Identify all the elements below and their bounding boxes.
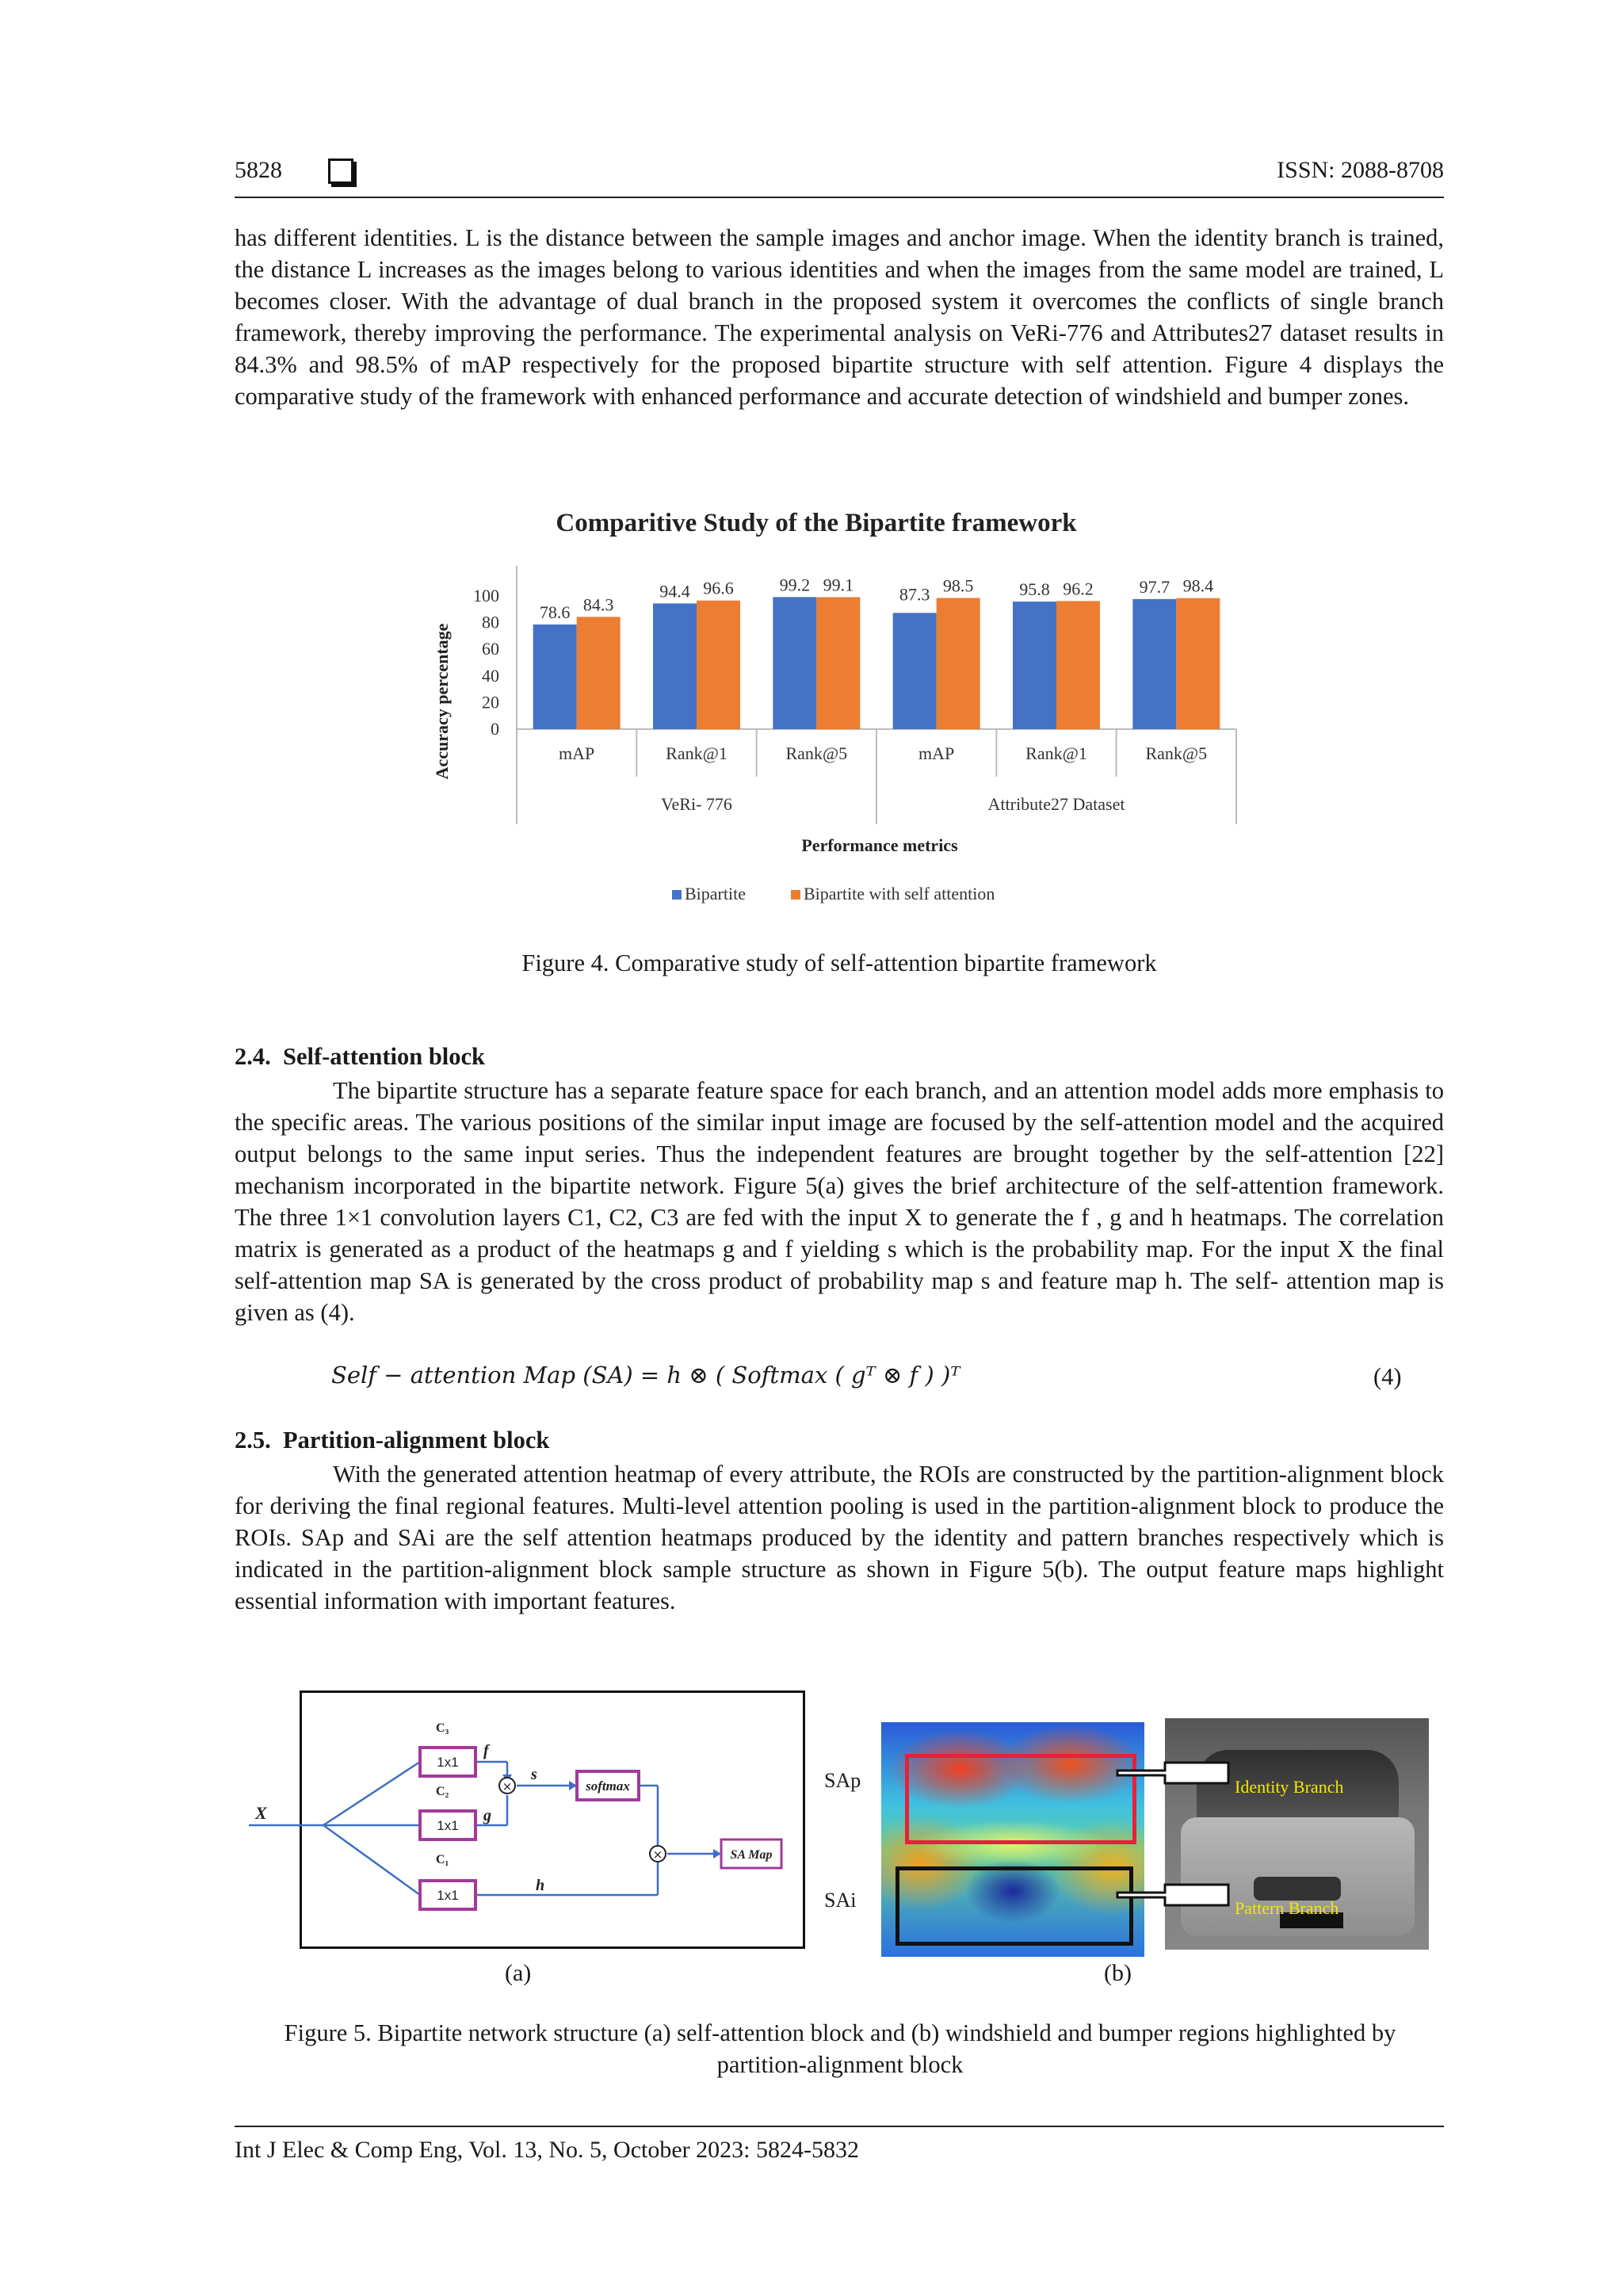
subfigure-b-label: (b) (1104, 1960, 1132, 1986)
data-label: 99.2 (779, 575, 811, 595)
subfigure-a-label: (a) (505, 1960, 532, 1986)
conv-c1-label: 1x1 (437, 1888, 459, 1903)
multiply-icon: × (502, 1779, 513, 1794)
data-label: 97.7 (1139, 576, 1170, 597)
conv-c3-label: 1x1 (437, 1755, 459, 1770)
data-label: 96.2 (1063, 579, 1094, 599)
arrow-left-icon (1117, 1763, 1228, 1783)
legend-swatch (672, 890, 682, 900)
sai-label: SAi (824, 1889, 857, 1912)
body-paragraph-partition-alignment: With the generated attention heatmap of every attribute, the ROIs are constructed by the partition-alignment block for deriving the final regional features. Multi-level attention pooling is used in the partition-alignment block to produce the ROIs. SAp and SAi are the self attention heatmaps produced by the identity and pattern branches respectively which is indicated in the partition-alignment block sample structure as shown in Figure 5(b). The output feature maps highlight essential information with important features. (235, 1461, 1444, 1614)
g-label: g (483, 1807, 491, 1824)
body-paragraph-self-attention: The bipartite structure has a separate feature space for each branch, and an attention model adds more emphasis to the specific areas. The various positions of the similar input image are focused by the self-attention model and the acquired output belongs to the same input series. Thus the independent features are brought together by the self-attention [22] mechanism incorporated in the bipartite network. Figure 5(a) gives the brief architecture of the self-attention framework. The three 1×1 convolution layers C1, C2, C3 are fed with the input X to generate the f , g and h heatmaps. The correlation matrix is generated as a product of the heatmaps g and f yielding s which is the probability map. For the input X the final self-attention map SA is generated by the cross product of probability map s and feature map h. The self- attention map is given as (4). (235, 1077, 1444, 1326)
body-paragraph-intro: has different identities. L is the distance between the sample images and anchor image. When the identity branch is trained, the distance L increases as the images belong to various identities and when the images from the same model are trained, L becomes closer. With the advantage of dual branch in the proposed system it overcomes the conflicts of single branch framework, thereby improving the performance. The experimental analysis on VeRi-776 and Attributes27 dataset results in 84.3% and 98.5% of mAP respectively for the proposed bipartite structure with self attention. Figure 4 displays the comparative study of the framework with enhanced performance and accurate detection of windshield and bumper zones. (235, 224, 1444, 410)
data-label: 98.4 (1182, 575, 1214, 596)
pattern-branch-label: Pattern Branch (1235, 1898, 1339, 1918)
data-label: 99.1 (823, 575, 854, 595)
category-label: Rank@1 (1025, 743, 1087, 763)
category-label: mAP (559, 743, 595, 763)
attention-heatmap-image (881, 1722, 1144, 1957)
bar-bipartite (1013, 602, 1056, 729)
c1-label: C₁ (436, 1853, 449, 1866)
section-heading-self-attention: 2.4. Self-attention block (235, 1043, 486, 1070)
sap-label: SAp (824, 1769, 861, 1792)
category-label: mAP (918, 743, 955, 763)
bar-self-attention (1176, 598, 1220, 729)
page-footer: Int J Elec & Comp Eng, Vol. 13, No. 5, October 2023: 5824-5832 (235, 2126, 1444, 2164)
pattern-region-box (896, 1866, 1133, 1946)
conv-c2-label: 1x1 (437, 1818, 459, 1833)
data-label: 98.5 (942, 575, 974, 596)
checkbox-square-icon (328, 159, 353, 184)
category-label: Rank@5 (785, 743, 848, 763)
bar-self-attention (937, 598, 980, 729)
equation-number: (4) (1373, 1363, 1402, 1390)
legend-swatch (791, 890, 800, 900)
y-tick-label: 100 (473, 586, 499, 606)
group-label: Attribute27 Dataset (987, 794, 1125, 814)
data-label: 87.3 (899, 584, 930, 605)
sa-map-label: SA Map (730, 1848, 773, 1862)
data-label: 78.6 (539, 602, 571, 622)
branch-arrows (1109, 1752, 1236, 1926)
bar-bipartite (533, 625, 577, 729)
c2-label: C₂ (436, 1785, 449, 1798)
issn: ISSN: 2088-8708 (1277, 157, 1444, 183)
identity-branch-label: Identity Branch (1235, 1777, 1344, 1797)
multiply-icon: × (652, 1847, 663, 1862)
section-heading-partition-alignment: 2.5. Partition-alignment block (235, 1427, 550, 1454)
bar-self-attention (1056, 601, 1100, 729)
legend-label: Bipartite with self attention (804, 884, 995, 904)
identity-region-box (905, 1754, 1136, 1844)
h-label: h (536, 1877, 545, 1894)
legend-label: Bipartite (685, 884, 746, 904)
category-label: Rank@1 (666, 743, 727, 763)
data-label: 84.3 (582, 594, 614, 615)
data-label: 94.4 (659, 581, 690, 602)
input-x-label: X (255, 1803, 267, 1823)
arrow-left-icon (1117, 1885, 1228, 1905)
bar-bipartite (1132, 599, 1176, 729)
figure4-caption: Figure 4. Comparative study of self-attention bipartite framework (521, 949, 1157, 976)
c3-label: C₃ (436, 1721, 449, 1735)
bar-chart (420, 499, 1260, 911)
page-number: 5828 (235, 157, 282, 183)
bar-self-attention (697, 601, 740, 729)
chart-title: Comparitive Study of the Bipartite framework (556, 509, 1077, 537)
y-axis-label: Accuracy percentage (432, 623, 452, 780)
y-tick-label: 80 (482, 612, 499, 632)
figure5-caption: Figure 5. Bipartite network structure (a) self-attention block and (b) windshield and bumper regions highlighted by partition-alignment block (284, 2019, 1396, 2078)
data-label: 95.8 (1019, 579, 1050, 600)
self-attention-diagram (238, 1690, 808, 1952)
bar-self-attention (577, 617, 621, 729)
softmax-label: softmax (586, 1778, 630, 1794)
bar-self-attention (816, 598, 860, 729)
y-tick-label: 20 (482, 692, 499, 712)
y-tick-label: 0 (491, 719, 499, 739)
group-label: VeRi- 776 (661, 794, 732, 814)
equation-4: Self − attention Map (SA) = h ⊗ ( Softmax ( gᵀ ⊗ f ) )ᵀ (331, 1362, 960, 1389)
page-header (235, 152, 1444, 198)
data-label: 96.6 (703, 578, 734, 598)
s-label: s (531, 1766, 537, 1783)
bar-bipartite (653, 603, 697, 729)
bar-bipartite (893, 613, 937, 729)
y-tick-label: 40 (482, 665, 499, 686)
f-label: f (483, 1742, 489, 1759)
y-tick-label: 60 (482, 639, 499, 659)
bar-bipartite (773, 597, 816, 729)
x-axis-label: Performance metrics (801, 835, 958, 855)
category-label: Rank@5 (1145, 743, 1208, 763)
